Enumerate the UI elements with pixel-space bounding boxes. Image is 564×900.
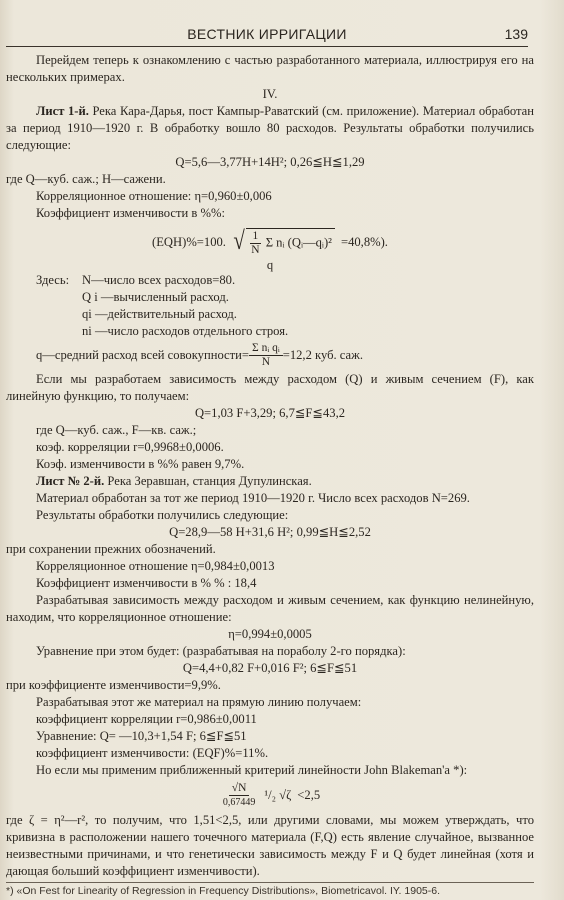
here-item: N—число всех расходов=80. <box>82 273 236 287</box>
radical-icon: √ <box>233 226 245 255</box>
eta-formula: η=0,994±0,0005 <box>228 627 312 641</box>
sqrt-body <box>246 228 335 257</box>
frac-num: 1 <box>250 230 262 244</box>
variability-denominator: q <box>266 258 274 272</box>
sheet2-formula: Q=28,9—58 H+31,6 H²; 0,99≦H≦2,52 <box>169 525 371 539</box>
linearity-criterion <box>6 782 534 809</box>
variability-rhs: =40,8%). <box>340 235 388 249</box>
sheet2-label: Лист № 2-й. <box>36 474 105 488</box>
here-item: qi —действительный расход. <box>82 307 237 321</box>
criterion-middle: ¹/₂ √ζ <box>264 788 292 802</box>
running-header <box>6 24 528 47</box>
sheet2-results: Результаты обработки получились следующие: <box>36 508 289 522</box>
mean-fraction <box>249 342 283 369</box>
straight-line-text: Разрабатывая этот же материал на прямую линию получаем: <box>36 695 362 709</box>
here-list <box>6 272 534 340</box>
mean-num: Σ nᵢ qᵢ <box>249 342 283 356</box>
sheet1-label: Лист 1-й. <box>36 104 89 118</box>
sheet1-corr: Корреляционное отношение: η=0,960±0,006 <box>36 189 272 203</box>
article-body <box>6 52 534 880</box>
parabola-formula: Q=4,4+0,82 F+0,016 F²; 6≦F≦51 <box>182 661 358 675</box>
linear-var: Коэф. изменчивости в %% равен 9,7%. <box>36 457 245 471</box>
blakeman-line: Но если мы применим приближенный критерий линейности John Blakeman'a *): <box>36 763 468 777</box>
variability-lhs: (EQH)%=100. <box>152 235 226 249</box>
here-label: Здесь: <box>36 273 70 287</box>
criterion-den: 0,67449 <box>222 797 256 808</box>
intro-paragraph: Перейдем теперь к ознакомлению с частью разработанного материала, иллюстрируя его на нескольких примерах. <box>6 53 534 84</box>
criterion-fraction <box>220 782 259 809</box>
sheet2-var: Коэффициент изменчивости в % % : 18,4 <box>36 576 257 590</box>
footnote: *) «On Fest for Linearity of Regression in Frequency Distributions», Biometricavol. IY. 1905-6. <box>6 882 534 897</box>
var2-line: коэффициент изменчивости: (EQF)%=11%. <box>36 746 269 760</box>
sheet1-text: Река Кара-Дарья, пост Кампыр-Раватский (см. приложение). Материал обработан за период 1910—1920 г. В обработку вошло 80 расходов. Результаты обработки получились следующие: <box>6 104 534 152</box>
criterion-right: <2,5 <box>297 788 321 802</box>
mean-den: N <box>261 356 271 368</box>
sheet1-paragraph <box>6 103 534 154</box>
mean-formula <box>6 342 534 369</box>
criterion-num: √N <box>229 782 250 796</box>
parabola-paragraph: Разрабатывая зависимость между расходом и живым сечением, как функцию нелинейную, находим, что корреляционное отношение: <box>6 593 534 624</box>
linear-paragraph: Если мы разработаем зависимость между расходом (Q) и живым сечением (F), как линейную функцию, то получаем: <box>6 372 534 403</box>
here-item: Q i —вычисленный расход. <box>82 290 229 304</box>
sheet1-where: где Q—куб. саж.; H—сажени. <box>6 172 166 186</box>
journal-title: ВЕСТНИК ИРРИГАЦИИ <box>187 26 347 42</box>
sum-expression: Σ nᵢ (Qᵢ—qᵢ)² <box>265 235 332 250</box>
linear-corr: коэф. корреляции r=0,9968±0,0006. <box>36 440 224 454</box>
linear-formula: Q=1,03 F+3,29; 6,7≦F≦43,2 <box>194 406 346 420</box>
equation2-line: Уравнение: Q= —10,3+1,54 F; 6≦F≦51 <box>36 729 247 743</box>
sheet2-text: Река Зеравшан, станция Дупулинская. <box>107 474 312 488</box>
sheet1-formula: Q=5,6—3,77H+14H²; 0,26≦H≦1,29 <box>175 155 365 169</box>
one-over-n <box>248 230 262 257</box>
frac-den: N <box>251 244 260 256</box>
equation-line: Уравнение при этом будет: (разрабатывая на пораболу 2-го порядка): <box>36 644 406 658</box>
sqrt-expression <box>232 228 335 257</box>
sheet1-var: Коэффициент изменчивости в %%: <box>36 206 225 220</box>
linear-units: где Q—куб. саж., F—кв. саж.; <box>36 423 197 437</box>
mean-left: q—средний расход всей совокупности= <box>36 348 249 362</box>
sheet2-keep: при сохранении прежних обозначений. <box>6 542 216 556</box>
r-line: коэффициент корреляции r=0,986±0,0011 <box>36 712 257 726</box>
sheet2-heading <box>6 473 534 490</box>
sheet2-period: Материал обработан за тот же период 1910—1920 г. Число всех расходов N=269. <box>36 491 470 505</box>
variability-formula <box>6 228 534 257</box>
here-item: ni —число расходов отдельного строя. <box>82 324 289 338</box>
conclusion-paragraph: где ζ = η²—r², то получим, что 1,51<2,5, или другими словами, мы можем утверждать, что кривизна в расположении нашего точечного материала (F,Q) есть явление случайное, вызванное неизвестными причинами, и что генетически зависимость между F и Q будет линейная (хотя и дающая больший коэффициент изменчивости). <box>6 813 534 878</box>
page-number: 139 <box>504 26 528 42</box>
sheet2-corr: Корреляционное отношение η=0,984±0,0013 <box>36 559 275 573</box>
coef-line: при коэффициенте изменчивости=9,9%. <box>6 678 221 692</box>
section-number: IV. <box>262 87 278 101</box>
mean-right: =12,2 куб. саж. <box>282 348 363 362</box>
